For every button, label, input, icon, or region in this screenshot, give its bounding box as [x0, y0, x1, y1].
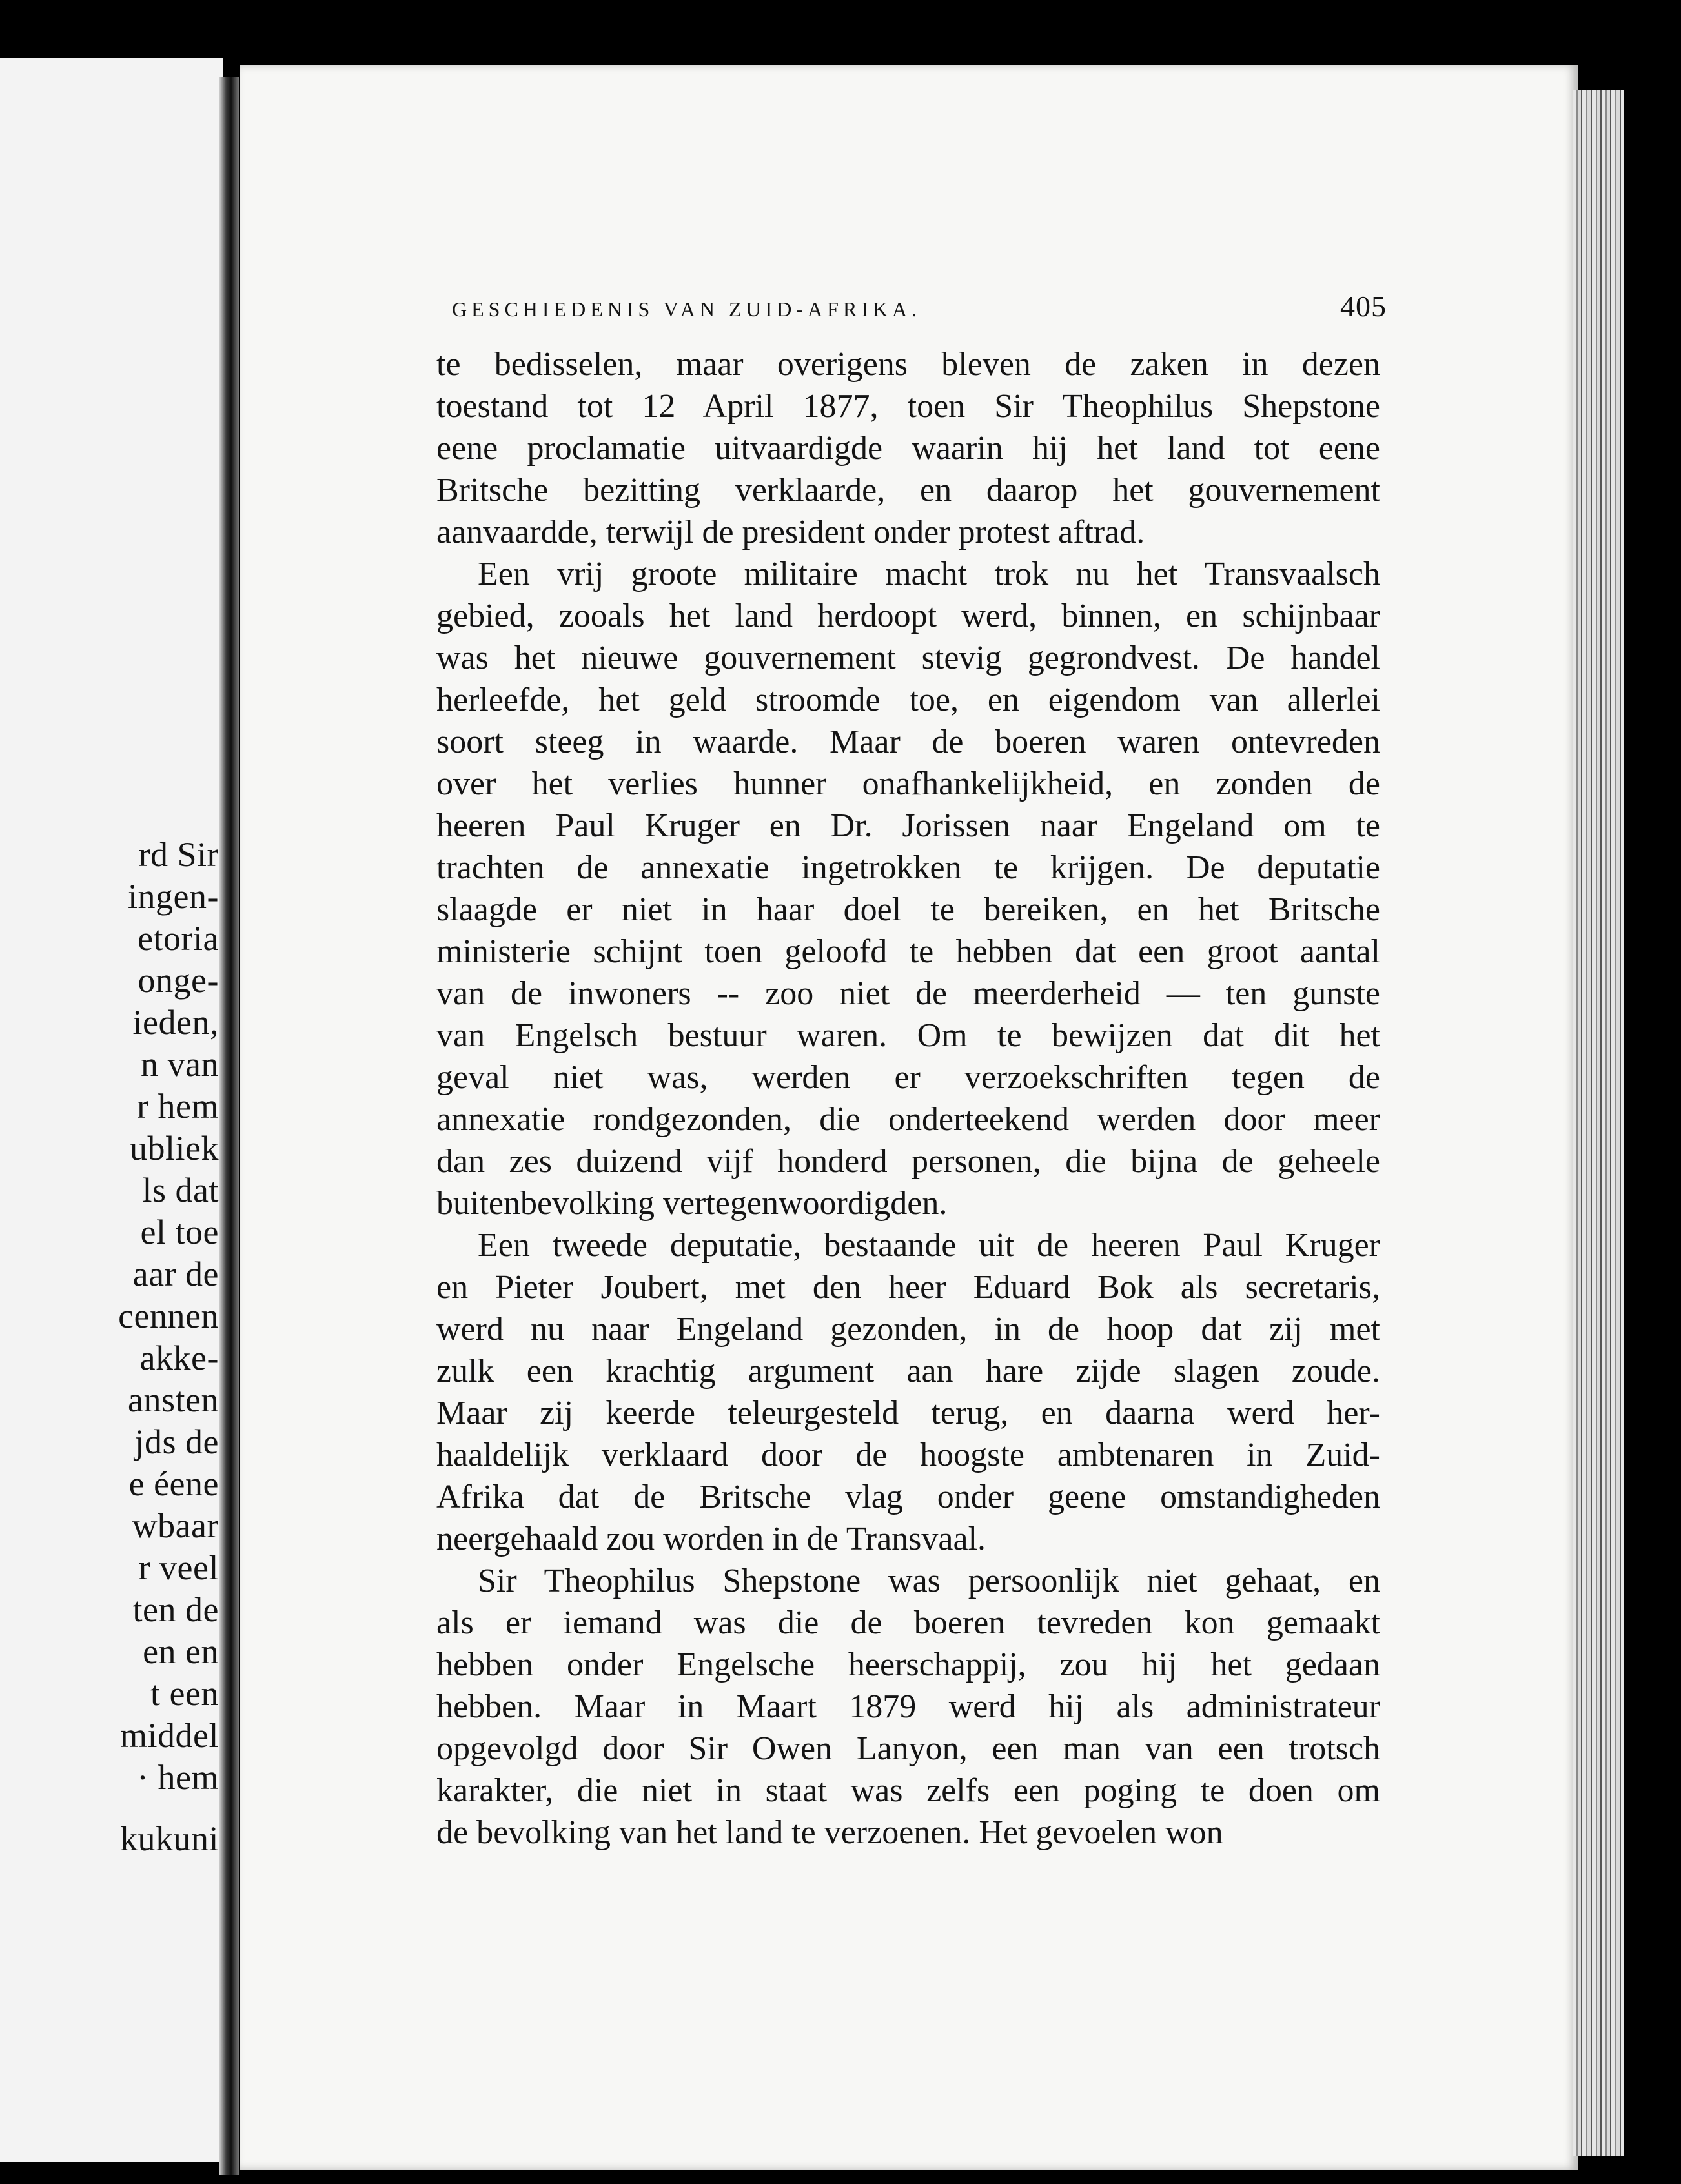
facing-page-line: · hem [137, 1758, 219, 1797]
facing-page-line: t een [150, 1674, 219, 1713]
text-line: trachten de annexatie ingetrokken te krijgen. De deputatie [436, 849, 1380, 886]
facing-page-line: aar de [132, 1255, 219, 1293]
facing-page-line: rd Sir [138, 835, 219, 874]
facing-page-line: r hem [137, 1087, 219, 1126]
paragraph [436, 1560, 1380, 1854]
running-head [452, 289, 1387, 323]
text-line: soort steeg in waarde. Maar de boeren waren ontevreden [436, 723, 1380, 760]
text-line: was het nieuwe gouvernement stevig gegrondvest. De handel [436, 640, 1380, 676]
facing-page-line: akke- [139, 1339, 219, 1377]
text-line: aanvaardde, terwijl de president onder protest aftrad. [436, 514, 1145, 551]
text-line: over het verlies hunner onafhankelijkheid, en zonden de [436, 765, 1380, 802]
text-line: en Pieter Joubert, met den heer Eduard Bok als secretaris, [436, 1269, 1380, 1306]
facing-page-line: ansten [128, 1380, 219, 1419]
facing-page-line: kukuni [119, 1819, 219, 1858]
running-title: GESCHIEDENIS VAN ZUID-AFRIKA. [452, 298, 922, 321]
text-line: hebben onder Engelsche heerschappij, zou hij het gedaan [436, 1646, 1380, 1683]
text-line: werd nu naar Engeland gezonden, in de hoop dat zij met [436, 1311, 1380, 1348]
text-line: geval niet was, werden er verzoekschriften tegen de [436, 1059, 1380, 1096]
facing-page-line: en en [143, 1632, 219, 1671]
text-line: haaldelijk verklaard door de hoogste ambtenaren in Zuid- [436, 1437, 1380, 1473]
text-line: ministerie schijnt toen geloofd te hebben dat een groot aantal [436, 933, 1380, 970]
page-edges [1573, 90, 1624, 2156]
facing-page-line: jds de [134, 1422, 219, 1461]
text-line: toestand tot 12 April 1877, toen Sir Theophilus Shepstone [436, 388, 1380, 425]
text-line: de bevolking van het land te verzoenen. Het gevoelen won [436, 1814, 1223, 1851]
paragraph [436, 1224, 1380, 1560]
facing-page [0, 58, 223, 2162]
body-text [436, 343, 1380, 1854]
text-line: Een vrij groote militaire macht trok nu het Transvaalsch [478, 556, 1380, 592]
facing-page-line: cennen [118, 1297, 219, 1335]
facing-page-line: e éene [128, 1464, 219, 1503]
facing-page-line: onge- [138, 961, 219, 1000]
facing-page-line: ls dat [142, 1171, 219, 1209]
text-line: herleefde, het geld stroomde toe, en eigendom van allerlei [436, 682, 1380, 718]
book-gutter [219, 77, 239, 2175]
text-line: annexatie rondgezonden, die onderteekend werden door meer [436, 1101, 1380, 1138]
facing-page-line: etoria [138, 919, 219, 958]
text-line: eene proclamatie uitvaardigde waarin hij het land tot eene [436, 430, 1380, 467]
text-line: Britsche bezitting verklaarde, en daarop het gouvernement [436, 472, 1380, 509]
paragraph [436, 343, 1380, 553]
facing-page-line: r veel [138, 1548, 219, 1587]
text-line: te bedisselen, maar overigens bleven de zaken in dezen [436, 346, 1380, 383]
facing-page-line: ten de [132, 1590, 219, 1629]
text-line: slaagde er niet in haar doel te bereiken, en het Britsche [436, 891, 1380, 928]
facing-page-line: ubliek [130, 1129, 219, 1168]
text-line: gebied, zooals het land herdoopt werd, binnen, en schijnbaar [436, 598, 1380, 634]
page-number: 405 [1340, 290, 1387, 323]
facing-page-line: el toe [140, 1213, 219, 1251]
text-line: Een tweede deputatie, bestaande uit de heeren Paul Kruger [478, 1227, 1380, 1264]
text-line: Sir Theophilus Shepstone was persoonlijk niet gehaat, en [478, 1562, 1380, 1599]
text-line: neergehaald zou worden in de Transvaal. [436, 1521, 986, 1557]
text-line: dan zes duizend vijf honderd personen, die bijna de geheele [436, 1143, 1380, 1180]
text-line: heeren Paul Kruger en Dr. Jorissen naar Engeland om te [436, 807, 1380, 844]
text-line: opgevolgd door Sir Owen Lanyon, een man van een trotsch [436, 1730, 1380, 1767]
text-line: Maar zij keerde teleurgesteld terug, en daarna werd her- [436, 1395, 1380, 1431]
text-line: Afrika dat de Britsche vlag onder geene omstandigheden [436, 1479, 1380, 1515]
facing-page-line: wbaar [132, 1506, 219, 1545]
text-line: zulk een krachtig argument aan hare zijde slagen zoude. [436, 1353, 1380, 1390]
paragraph [436, 553, 1380, 1224]
text-line: karakter, die niet in staat was zelfs een poging te doen om [436, 1772, 1380, 1809]
text-line: van Engelsch bestuur waren. Om te bewijzen dat dit het [436, 1017, 1380, 1054]
text-line: hebben. Maar in Maart 1879 werd hij als administrateur [436, 1688, 1380, 1725]
facing-page-text [118, 834, 219, 1860]
text-line: als er iemand was die de boeren tevreden kon gemaakt [436, 1604, 1380, 1641]
facing-page-line: n van [141, 1045, 219, 1084]
facing-page-line: middel [120, 1716, 219, 1755]
text-line: buitenbevolking vertegenwoordigden. [436, 1185, 948, 1222]
facing-page-line: ingen- [128, 877, 219, 916]
text-line: van de inwoners -- zoo niet de meerderheid — ten gunste [436, 975, 1380, 1012]
facing-page-line: ieden, [132, 1003, 219, 1042]
